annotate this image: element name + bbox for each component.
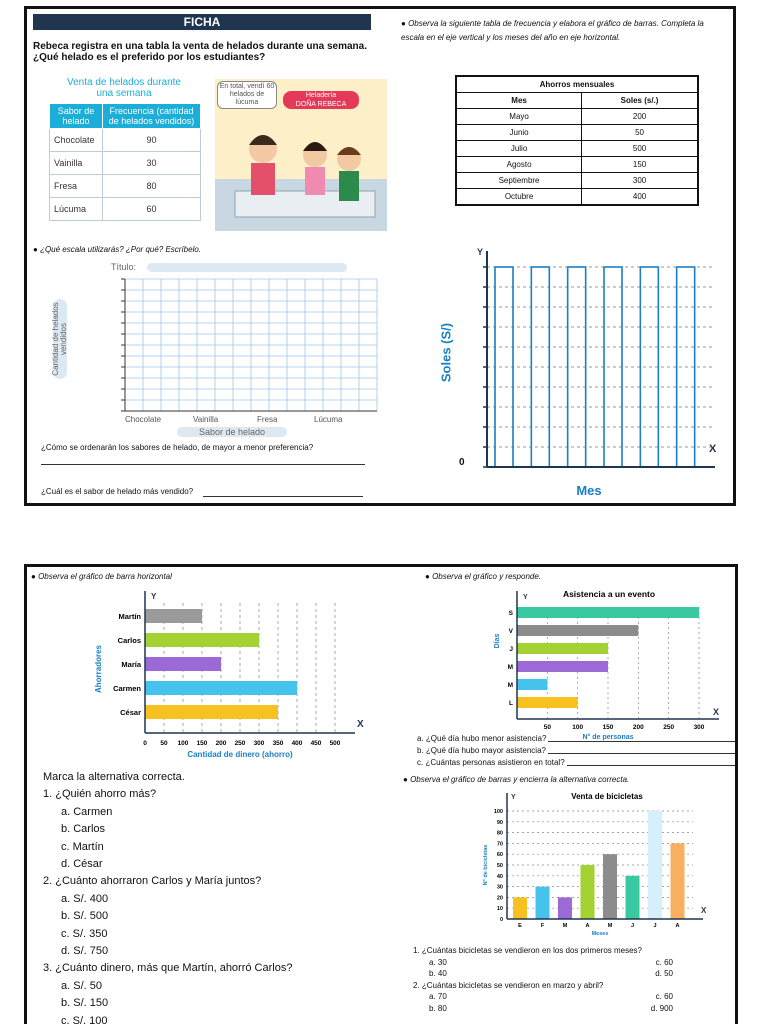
x-tick-label: 50 (160, 740, 168, 747)
freq-cell: Lúcuma (50, 198, 103, 221)
x-axis-label: N° de personas (582, 734, 634, 741)
bottom-right-instruction-text: Observa el gráfico y responde. (432, 572, 542, 581)
bottom-left-instruction-text: Observa el gráfico de barra horizontal (38, 572, 172, 581)
x-tick-label: 250 (663, 724, 675, 731)
option[interactable]: a. Carmen (61, 805, 113, 818)
empty-bar (495, 267, 513, 467)
event-question (417, 733, 735, 745)
x-axis-letter: X (701, 906, 707, 915)
x-tick-label: 0 (143, 740, 147, 747)
grid-category: Lúcuma (314, 415, 343, 424)
bar-label: César (120, 708, 141, 717)
savings-cell: Mayo (456, 109, 582, 125)
options-row (413, 968, 733, 980)
freq-cell: Chocolate (50, 129, 103, 152)
empty-chart-ylabel: Soles (S/) (438, 322, 454, 383)
savings-head-month: Mes (456, 93, 582, 109)
bar (517, 697, 578, 708)
bottom-left-instruction: ● Observa el gráfico de barra horizontal (31, 572, 172, 581)
x-tick-label: 450 (310, 740, 322, 747)
bike-questions (413, 945, 733, 1014)
savings-table (455, 75, 699, 206)
speech-bubble (217, 81, 277, 109)
ficha-label: FICHA (33, 14, 371, 30)
y-tick-label: 20 (496, 895, 503, 902)
x-tick-label: M (607, 923, 613, 929)
option[interactable]: a. S/. 400 (61, 892, 109, 905)
empty-chart-frame (483, 251, 715, 467)
x-tick-label: 250 (234, 740, 246, 747)
bar-label: V (508, 628, 513, 635)
bar (671, 843, 685, 919)
bar (517, 661, 608, 672)
y-tick-label: 50 (496, 863, 503, 869)
x-tick-label: 100 (177, 740, 189, 747)
y-axis-letter: Y (151, 592, 157, 601)
y-tick-label: 30 (496, 884, 503, 891)
bar (145, 705, 278, 719)
bar (145, 609, 202, 623)
option[interactable]: d. César (61, 858, 103, 871)
empty-bar (568, 267, 586, 467)
savings-title: Ahorros mensuales (456, 76, 698, 93)
option[interactable]: a. 70 (429, 992, 447, 1001)
savings-cell: Junio (456, 125, 582, 141)
y-tick-label: 0 (499, 917, 503, 923)
savings-cell: 500 (582, 141, 698, 157)
most-sold-question (41, 487, 193, 496)
grid-xlabel: Sabor de helado (177, 427, 287, 437)
table-row (50, 198, 201, 221)
savings-cell: Agosto (456, 157, 582, 173)
bar (145, 681, 297, 695)
option[interactable]: b. 80 (429, 1003, 447, 1013)
option[interactable]: b. Carlos (61, 823, 106, 836)
x-axis-label: Meses (591, 931, 609, 937)
speech-bubble-text: En total, vendí 60 helados de lúcuma (219, 83, 275, 106)
freq-table-title (49, 77, 199, 99)
bar (517, 643, 608, 654)
savings-cell: Julio (456, 141, 582, 157)
intro-text: Rebeca registra en una tabla la venta de helados durante una semana. ¿Qué helado es el preferido por los estudiantes? (33, 41, 368, 63)
empty-chart-y-axis: Y (477, 247, 484, 257)
event-question (417, 757, 735, 769)
savings-cell: 200 (582, 109, 698, 125)
x-tick-label: A (585, 923, 590, 929)
bar-label: M (507, 682, 513, 689)
grid-ylabel-box (53, 299, 67, 379)
x-axis-label: Cantidad de dinero (ahorro) (187, 750, 293, 759)
y-tick-label: 80 (496, 830, 503, 837)
empty-bar (531, 267, 549, 467)
bar-label: Martín (118, 612, 141, 621)
option[interactable]: b. S/. 150 (61, 997, 109, 1010)
grid-ylabel: Cantidad de helados vendidos (51, 302, 68, 376)
grid-title-label: Título: (111, 262, 137, 272)
bar (145, 633, 259, 647)
y-tick-label: 10 (496, 906, 503, 913)
x-tick-label: J (653, 923, 657, 929)
option[interactable]: c. S/. 100 (61, 1014, 108, 1027)
bikes-chart (467, 789, 707, 939)
x-tick-label: J (630, 923, 635, 929)
y-tick-label: 60 (496, 852, 503, 859)
option[interactable]: c. 60 (655, 992, 673, 1001)
freq-head-flavor: Sabor de helado (50, 104, 103, 129)
options-row (413, 1003, 733, 1015)
grid-categories (87, 415, 387, 425)
bar (536, 887, 550, 919)
freq-cell: Fresa (50, 175, 103, 198)
savings-cell: 300 (582, 173, 698, 189)
savings-cell: Septiembre (456, 173, 582, 189)
bar (626, 876, 640, 919)
right-instruction: ● Observa la siguiente tabla de frecuencia y elabora el gráfico de barras. Completa la escala en el eje vertical y los meses del año en eje horizontal. (401, 19, 704, 42)
option[interactable]: d. S/. 750 (61, 945, 109, 958)
table-row (50, 175, 201, 198)
option[interactable]: c. 60 (655, 957, 673, 967)
x-tick-label: 400 (291, 740, 303, 747)
event-question-text: c. ¿Cuántas personas asistieron en total? (417, 758, 565, 767)
grid-category: Vainilla (193, 415, 219, 424)
table-row (50, 152, 201, 175)
event-questions (417, 733, 735, 769)
mark-label: Marca la alternativa correcta. (43, 771, 185, 783)
bar (603, 854, 617, 919)
most-sold-answer-line[interactable] (203, 496, 363, 497)
bar (648, 811, 662, 919)
freq-cell: Vainilla (50, 152, 103, 175)
x-tick-label: 50 (543, 724, 551, 731)
event-question-text: b. ¿Qué día hubo mayor asistencia? (417, 746, 546, 755)
x-tick-label: 200 (632, 724, 644, 731)
y-axis-label: N° de bicicletas (483, 844, 489, 886)
freq-cell: 80 (103, 175, 201, 198)
scale-question-text: ¿Qué escala utilizarás? ¿Por qué? Escríbelo. (40, 245, 202, 254)
table-row (456, 189, 698, 206)
most-sold-text: ¿Cuál es el sabor de helado más vendido? (41, 487, 194, 496)
savings-head-soles: Soles (s/.) (582, 93, 698, 109)
question-3: 3. ¿Cuánto dinero, más que Martín, ahorró Carlos? (43, 962, 293, 975)
x-tick-label: 350 (272, 740, 284, 747)
empty-chart-origin: 0 (459, 457, 465, 468)
freq-table (49, 103, 201, 221)
y-axis-label: Días (494, 633, 501, 649)
table-row (456, 157, 698, 173)
answer-line[interactable] (548, 745, 735, 754)
event-question (417, 745, 735, 757)
freq-cell: 60 (103, 198, 201, 221)
bar (517, 625, 638, 636)
y-axis-label: Ahorradores (94, 644, 103, 694)
bikes-instruction-text: Observa el gráfico de barras y encierra la alternativa correcta. (410, 775, 630, 784)
bottom-worksheet (24, 564, 738, 1027)
freq-title-line2: una semana (96, 88, 152, 99)
bar-label: Carlos (117, 636, 141, 645)
question-1: 1. ¿Quién ahorro más? (43, 788, 157, 801)
empty-chart-x-axis: X (709, 443, 717, 455)
empty-bar-chart (453, 243, 723, 473)
grid-category: Fresa (257, 415, 278, 424)
bikes-chart-group (483, 792, 707, 937)
question-2: 2. ¿Cuánto ahorraron Carlos y María juntos? (43, 875, 262, 888)
order-question: ¿Cómo se ordenarán los sabores de helado, de mayor a menor preferencia? (41, 443, 314, 452)
chart-title: Venta de bicicletas (571, 792, 643, 801)
y-tick-label: 40 (496, 873, 503, 880)
quiz-left (43, 769, 403, 1030)
option[interactable]: b. S/. 500 (61, 910, 109, 923)
savings-cell: 50 (582, 125, 698, 141)
shop-sign-line2: DOÑA REBECA (295, 101, 347, 108)
event-chart-group (494, 589, 719, 741)
bar (517, 679, 547, 690)
chart-title: Asistencia a un evento (562, 589, 656, 599)
shop-sign (283, 91, 359, 109)
freq-cell: 30 (103, 152, 201, 175)
freq-title-line1: Venta de helados durante (67, 77, 181, 88)
order-answer-line[interactable] (41, 464, 365, 465)
x-tick-label: 200 (215, 740, 227, 747)
bar (513, 897, 527, 919)
x-tick-label: 150 (196, 740, 208, 747)
top-worksheet (24, 6, 736, 506)
table-row (456, 125, 698, 141)
freq-cell: 90 (103, 129, 201, 152)
table-row (456, 141, 698, 157)
options-row (413, 991, 733, 1003)
y-tick-label: 100 (493, 809, 503, 815)
empty-chart-xlabel: Mes (576, 483, 602, 498)
ice-cream-shop-illustration (215, 79, 387, 231)
y-tick-label: 90 (496, 819, 503, 826)
x-tick-label: 500 (329, 740, 341, 747)
option[interactable]: c. Martín (61, 840, 104, 853)
option[interactable]: d. 50 (655, 969, 673, 978)
bar (145, 657, 221, 671)
table-row (50, 129, 201, 152)
y-tick-label: 70 (496, 841, 503, 848)
grid-lines (121, 279, 377, 411)
answer-line[interactable] (548, 733, 735, 742)
table-row (456, 109, 698, 125)
option[interactable]: a. 30 (429, 957, 447, 967)
bar (517, 607, 699, 618)
options-row (413, 957, 733, 969)
savers-chart-group (94, 591, 364, 759)
bar-label: J (509, 646, 513, 653)
ice-cream-grid (87, 275, 387, 415)
y-axis-letter: Y (511, 794, 516, 801)
y-axis-letter: Y (523, 594, 528, 601)
x-axis-letter: X (713, 707, 720, 717)
x-tick-label: 300 (253, 740, 265, 747)
savings-cell: Octubre (456, 189, 582, 206)
option[interactable]: c. S/. 350 (61, 927, 108, 940)
right-instruction-text: Observa la siguiente tabla de frecuencia y elabora el gráfico de barras. Completa la escala en el eje vertical y los meses del año en eje horizontal. (401, 19, 704, 42)
x-tick-label: M (562, 923, 568, 929)
freq-head-freq: Frecuencia (cantidad de helados vendidos) (103, 104, 201, 129)
x-tick-label: F (540, 923, 545, 929)
x-tick-label: 300 (693, 724, 705, 731)
option[interactable]: b. 40 (429, 969, 447, 978)
bar-label: L (509, 700, 513, 707)
option[interactable]: d. 900 (650, 1003, 673, 1013)
x-axis-letter: X (357, 719, 364, 730)
grid-category: Chocolate (125, 415, 162, 424)
savers-chart (35, 587, 365, 757)
bottom-right-instruction: ● Observa el gráfico y responde. (425, 572, 542, 581)
bar-label: S (508, 610, 513, 617)
scale-question: ● ¿Qué escala utilizarás? ¿Por qué? Escríbelo. (33, 245, 202, 254)
bar-label: María (121, 660, 141, 669)
grid-title-field[interactable] (147, 263, 347, 272)
bar (558, 897, 572, 919)
option[interactable]: a. S/. 50 (61, 979, 102, 992)
bike-question-1: 1. ¿Cuántas bicicletas se vendieron en los dos primeros meses? (413, 946, 642, 955)
bar-label: M (507, 664, 513, 671)
bikes-instruction: ● Observa el gráfico de barras y encierra la alternativa correcta. (403, 775, 630, 784)
table-row (456, 173, 698, 189)
x-tick-label: E (518, 923, 522, 929)
x-tick-label: 150 (602, 724, 614, 731)
savings-cell: 400 (582, 189, 698, 206)
x-tick-label: 100 (572, 724, 584, 731)
bar-label: Carmen (113, 684, 141, 693)
event-question-text: a. ¿Qué día hubo menor asistencia? (417, 734, 547, 743)
savings-cell: 150 (582, 157, 698, 173)
answer-line[interactable] (567, 757, 735, 766)
bike-question-2: 2. ¿Cuántas bicicletas se vendieron en marzo y abril? (413, 980, 604, 990)
bar (581, 865, 595, 919)
x-tick-label: A (675, 923, 680, 929)
shop-sign-line1: Heladería (305, 92, 337, 99)
